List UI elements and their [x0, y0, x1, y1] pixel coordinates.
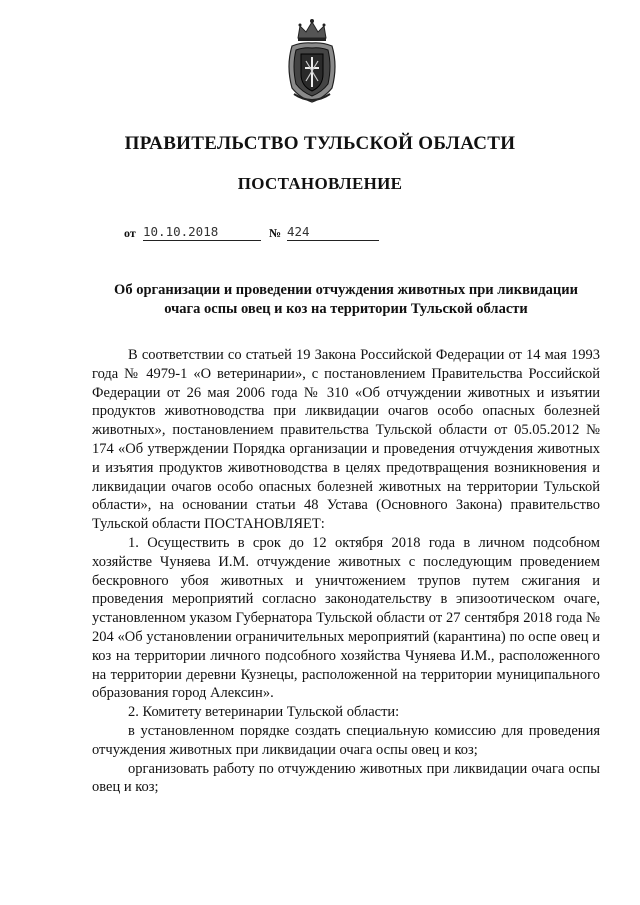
subject-line-2: очага оспы овец и коз на территории Тульской области	[164, 301, 528, 317]
government-title: ПРАВИТЕЛЬСТВО ТУЛЬСКОЙ ОБЛАСТИ	[124, 133, 516, 154]
document-date: 10.10.2018	[143, 224, 261, 241]
coat-of-arms-tula-icon	[282, 16, 342, 106]
number-label: №	[269, 226, 282, 240]
document-body	[92, 346, 600, 797]
document-kind: ПОСТАНОВЛЕНИЕ	[237, 174, 403, 193]
date-label: от	[124, 226, 136, 240]
item-1-paragraph: 1. Осуществить в срок до 12 октября 2018 года в личном подсобном хозяйстве Чуняева И.М. отчуждение животных с последующим проведением бескровного убоя животных и уничтожением трупов путем сжигания и проведения мероприятий согласно законодательству в эпизоотическом очаге, установленном указом Губернатора Тульской области от 27 сентября 2018 года № 204 «Об установлении ограничительных мероприятий (карантина) по оспе овец и коз на территории личного подсобного хозяйства Чуняева И.М., расположенного на территории деревни Кузнецы, расположенной на территории муниципального образования город Алексин».	[92, 534, 600, 702]
item-2b-paragraph: организовать работу по отчуждению животных при ликвидации очага оспы овец и коз;	[92, 760, 600, 796]
item-2-paragraph: 2. Комитету ветеринарии Тульской области:	[128, 704, 400, 721]
subject-line-1: Об организации и проведении отчуждения животных при ликвидации	[114, 282, 578, 298]
document-subject	[96, 281, 596, 319]
preamble-paragraph: В соответствии со статьей 19 Закона Российской Федерации от 14 мая 1993 года № 4979-1 «О ветеринарии», с постановлением Правительства Российской Федерации от 26 мая 2006 года № 310 «Об отчуждении животных и изъятии продуктов животноводства при ликвидации очагов особо опасных болезней животных», постановлением правительства Тульской области от 05.05.2012 № 174 «Об утверждении Порядка организации и проведения отчуждения животных и изъятия продуктов животноводства в целях предотвращения возникновения и ликвидации очагов особо опасных болезней животных на территории Тульской области», на основании статьи 48 Устава (Основного Закона) правительство Тульской области ПОСТАНОВЛЯЕТ:	[92, 347, 600, 533]
document-number: 424	[287, 224, 379, 241]
item-2a-paragraph: в установленном порядке создать специальную комиссию для проведения отчуждения животных при ликвидации очага оспы овец и коз;	[92, 722, 600, 758]
